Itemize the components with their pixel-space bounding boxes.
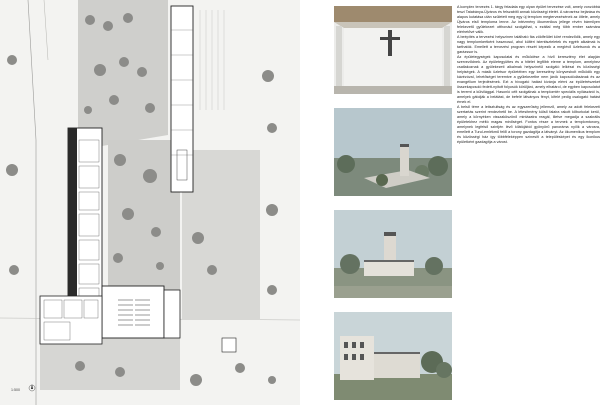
road-edge — [28, 0, 36, 405]
church-tower-render — [400, 144, 409, 176]
paragraph: Az épületegységek kapcsolatai és működése a hívő keresztény élet alapján szerveződnek. Az épületegyüttes és a hitélet legfőbb eleme a templom, amelyhez csatlakoznak a gyülekezeti alkalmak helyszínéül szolgáló lelkészi és közösségi helyiségek. A másik üzletsor épületében egy keresztény könyvesbolt működik egy kávézóval, lehetőséget teremtve a gyülekezetbe nem járók kapcsolódásának és az evangélium terjedésének. Ezt a hívogató hatást kívánja elérni az épületrészeket összekapcsoló fedett-nyitott folyosók körüljáró, amely elhatárol, de egyben kapcsolatot is teremt a külvilággal. Hasonló célt szolgálnak a templomtér speciális nyílászárói is, amelyek gátolják a belátást, de befelé látványos fényt, kifelé pedig csalogató hatást érnek el. — [457, 55, 600, 104]
garage-row-building — [171, 6, 193, 192]
paragraph: A beépítés a tervezési helyszínen található fás zöldfelület köré rendeződik, amely egy nagy templomkertként hasznosul, ahol kültéri istentiszteletek és egyéb alkalmak is tarthatók. Emellett a tervezési program részét képezik a meglévő üzletsorok és a garázssor is. — [457, 35, 600, 54]
church-tower — [164, 290, 180, 338]
paragraph: A belső térre a letisztultság és az egyszerűség jellemző, amely az adott felekezeti szertartás szerint rendezhető be. A létesítmény külső falaira rakott kőburkolat kerül, amely a környéken visszaköszönő mintázatra reagál, illetve megadja a szakrális épületekhez méltó magas minőséget. Fontos része a tervnek a templomtorony, amelynek legfelső szintjén lévő kilátójából gyönyörű panoráma nyílik a városra, emellett a Turul-emlékmű felől a torony gazdagítja a látványt. Az ökumenikus templom és közösségi ház így többféleképpen színesíti a településképet és egy ikonikus épületként gazdagítja a várost. — [457, 105, 600, 144]
render-column — [334, 0, 452, 405]
spread-gutter — [300, 0, 306, 405]
cross-icon — [388, 30, 392, 56]
render-interior — [334, 6, 452, 94]
render-aerial — [334, 108, 452, 196]
render-courtyard — [334, 312, 452, 400]
scale-label: 1:500 — [11, 388, 20, 392]
paragraph: A komplex tervezés 1. tárgy feladata egy olyan épület tervezése volt, amely vonzóbbá teszi Tatabánya-Újváros és felszabítli annak közösségi életét. A városrész bejárása és alapos kutatása után született meg egy új templom megtervezésének az ötlete, amely Újváros első temploma lenne. Az intézmény ökumenikus jellege révén bármilyen felekezetű gyülekezet otthonául szolgálhat, s ezáltal még több ember számára elérhetővé válik. — [457, 5, 600, 34]
site-plan — [0, 0, 300, 405]
site-plan-drawing — [0, 0, 300, 405]
north-arrow-icon — [29, 384, 35, 391]
description-text — [457, 5, 600, 401]
community-house — [40, 296, 102, 344]
render-street-view — [334, 210, 452, 298]
parking-area — [200, 10, 224, 110]
